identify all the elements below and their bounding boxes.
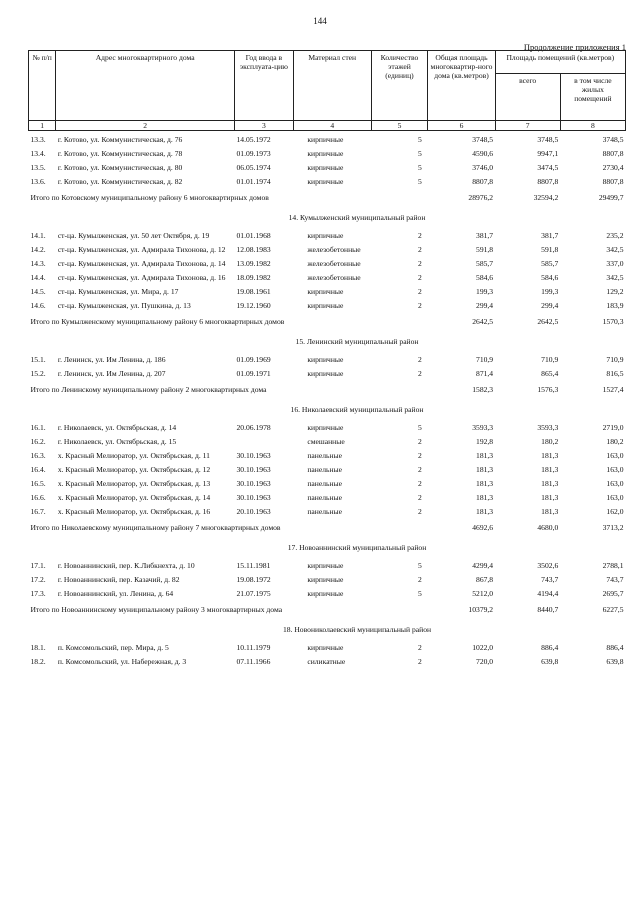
- row-total-area: 867,8: [476, 575, 494, 584]
- table-row: [29, 364, 626, 378]
- total-row: [29, 516, 626, 536]
- row-year: 12.08.1983: [236, 245, 271, 254]
- total-label: Итого по Ленинскому муниципальному району 2 многоквартирных дома: [30, 385, 267, 394]
- row-year: 01.01.1974: [236, 177, 271, 186]
- row-area-living: 342,5: [606, 245, 624, 254]
- row-area-living: 163,0: [606, 465, 624, 474]
- row-total-area: 591,8: [476, 245, 494, 254]
- row-address: г. Котово, ул. Коммунистическая, д. 80: [57, 163, 183, 172]
- row-total-area: 3593,3: [472, 423, 494, 432]
- total-row: [29, 378, 626, 398]
- total-area-all: 2642,5: [537, 317, 559, 326]
- section-title: 16. Николаевский муниципальный район: [290, 405, 424, 414]
- row-address: ст-ца. Кумылженская, ул. Адмирала Тихонова, д. 14: [57, 259, 226, 268]
- row-area-living: 342,5: [606, 273, 624, 282]
- row-total-area: 181,3: [476, 465, 494, 474]
- row-area-all: 180,2: [541, 437, 559, 446]
- table-row: [29, 254, 626, 268]
- row-total-area: 192,8: [476, 437, 494, 446]
- row-floors: 5: [418, 163, 422, 172]
- row-walls: кирпичные: [307, 231, 344, 240]
- row-total-area: 4590,6: [472, 149, 494, 158]
- row-floors: 2: [418, 245, 422, 254]
- row-area-living: 639,8: [606, 657, 624, 666]
- row-floors: 5: [418, 177, 422, 186]
- row-walls: железобетонные: [307, 245, 361, 254]
- table-row: [29, 282, 626, 296]
- row-year: 30.10.1963: [236, 493, 271, 502]
- row-num: 13.3.: [30, 135, 46, 144]
- section-title: 15. Ленинский муниципальный район: [295, 337, 419, 346]
- header-all: всего: [495, 74, 560, 121]
- header-total-area: Общая площадь многоквартир-ного дома (кв.метров): [428, 51, 495, 121]
- table-row: [29, 158, 626, 172]
- row-floors: 2: [418, 231, 422, 240]
- row-address: х. Красный Мелиоратор, ул. Октябрьская, д. 14: [57, 493, 211, 502]
- row-num: 15.1.: [30, 355, 46, 364]
- total-area: 4692,6: [472, 523, 494, 532]
- row-year: 18.09.1982: [236, 273, 271, 282]
- row-floors: 2: [418, 273, 422, 282]
- row-walls: кирпичные: [307, 301, 344, 310]
- row-year: 15.11.1981: [236, 561, 271, 570]
- row-walls: смешанные: [307, 437, 345, 446]
- header-num: № п/п: [29, 51, 56, 121]
- row-total-area: 5212,0: [472, 589, 494, 598]
- col-number: 1: [29, 121, 56, 131]
- row-num: 17.3.: [30, 589, 46, 598]
- row-address: х. Красный Мелиоратор, ул. Октябрьская, д. 12: [57, 465, 211, 474]
- row-num: 14.5.: [30, 287, 46, 296]
- total-area: 28976,2: [468, 193, 494, 202]
- row-area-all: 3593,3: [537, 423, 559, 432]
- table-row: [29, 652, 626, 666]
- row-year: 19.12.1960: [236, 301, 271, 310]
- row-walls: силикатные: [307, 657, 346, 666]
- row-area-living: 163,0: [606, 479, 624, 488]
- row-total-area: 3748,5: [472, 135, 494, 144]
- row-floors: 5: [418, 149, 422, 158]
- row-num: 17.2.: [30, 575, 46, 584]
- row-num: 18.1.: [30, 643, 46, 652]
- row-year: 07.11.1966: [236, 657, 271, 666]
- row-area-all: 299,4: [541, 301, 559, 310]
- row-area-all: 181,3: [541, 451, 559, 460]
- row-year: [234, 432, 293, 446]
- row-address: г. Ленинск, ул. Им Ленина, д. 207: [57, 369, 166, 378]
- row-area-all: 3502,6: [537, 561, 559, 570]
- table-row: [29, 446, 626, 460]
- row-area-all: 591,8: [541, 245, 559, 254]
- row-area-all: 865,4: [541, 369, 559, 378]
- row-floors: 2: [418, 287, 422, 296]
- row-walls: кирпичные: [307, 177, 344, 186]
- row-address: х. Красный Мелиоратор, ул. Октябрьская, д. 16: [57, 507, 211, 516]
- row-address: ст-ца. Кумылженская, ул. Мира, д. 17: [57, 287, 179, 296]
- row-total-area: 181,3: [476, 493, 494, 502]
- row-num: 14.4.: [30, 273, 46, 282]
- continuation-note: Продолжение приложения 1: [523, 42, 626, 52]
- table-row: [29, 144, 626, 158]
- row-num: 16.1.: [30, 423, 46, 432]
- total-label: Итого по Новоаннинскому муниципальному району 3 многоквартирных дома: [30, 605, 283, 614]
- row-walls: кирпичные: [307, 135, 344, 144]
- row-walls: панельные: [307, 493, 342, 502]
- row-address: г. Ленинск, ул. Им Ленина, д. 186: [57, 355, 166, 364]
- row-area-all: 181,3: [541, 507, 559, 516]
- row-area-all: 199,3: [541, 287, 559, 296]
- row-area-living: 163,0: [606, 493, 624, 502]
- row-area-living: 163,0: [606, 451, 624, 460]
- table-row: [29, 460, 626, 474]
- row-walls: панельные: [307, 451, 342, 460]
- section-heading-row: [29, 618, 626, 638]
- row-total-area: 299,4: [476, 301, 494, 310]
- row-num: 15.2.: [30, 369, 46, 378]
- row-total-area: 8807,8: [472, 177, 494, 186]
- table-row: [29, 172, 626, 186]
- row-floors: 5: [418, 561, 422, 570]
- page-number: 144: [313, 16, 327, 26]
- row-area-all: 743,7: [541, 575, 559, 584]
- row-total-area: 199,3: [476, 287, 494, 296]
- row-year: 01.09.1969: [236, 355, 271, 364]
- section-heading-row: [29, 536, 626, 556]
- table-row: [29, 350, 626, 364]
- table-row: [29, 570, 626, 584]
- row-year: 14.05.1972: [236, 135, 271, 144]
- row-walls: кирпичные: [307, 589, 344, 598]
- total-label: Итого по Котовскому муниципальному району 6 многоквартирных домов: [30, 193, 269, 202]
- row-area-all: 181,3: [541, 493, 559, 502]
- row-num: 14.3.: [30, 259, 46, 268]
- row-address: ст-ца. Кумылженская, ул. Пушкина, д. 13: [57, 301, 191, 310]
- table-row: [29, 226, 626, 240]
- row-address: г. Котово, ул. Коммунистическая, д. 82: [57, 177, 183, 186]
- row-address: п. Комсомольский, пер. Мира, д. 5: [57, 643, 169, 652]
- header-walls: Материал стен: [293, 51, 371, 121]
- row-floors: 2: [418, 575, 422, 584]
- total-label: Итого по Кумылженскому муниципальному району 6 многоквартирных домов: [30, 317, 285, 326]
- header-year: Год ввода в эксплуата-цию: [234, 51, 293, 121]
- total-label: Итого по Николаевскому муниципальному району 7 многоквартирных домов: [30, 523, 281, 532]
- row-floors: 2: [418, 301, 422, 310]
- row-num: 16.2.: [30, 437, 46, 446]
- row-year: 01.09.1971: [236, 369, 271, 378]
- row-address: ст-ца. Кумылженская, ул. 50 лет Октября, д. 19: [57, 231, 210, 240]
- row-area-all: 3748,5: [537, 135, 559, 144]
- header-address: Адрес многоквартирного дома: [56, 51, 235, 121]
- row-total-area: 710,9: [476, 355, 494, 364]
- row-walls: панельные: [307, 465, 342, 474]
- row-year: 19.08.1961: [236, 287, 271, 296]
- col-number: 2: [56, 121, 235, 131]
- row-num: 16.4.: [30, 465, 46, 474]
- section-title: 17. Новоаннинский муниципальный район: [287, 543, 427, 552]
- row-walls: кирпичные: [307, 643, 344, 652]
- row-year: 06.05.1974: [236, 163, 271, 172]
- row-address: п. Комсомольский, ул. Набережная, д. 3: [57, 657, 187, 666]
- row-total-area: 181,3: [476, 451, 494, 460]
- housing-table: [28, 50, 626, 666]
- row-year: 30.10.1963: [236, 465, 271, 474]
- row-area-living: 2730,4: [602, 163, 624, 172]
- row-floors: 5: [418, 589, 422, 598]
- total-area-living: 6227,5: [602, 605, 624, 614]
- row-total-area: 4299,4: [472, 561, 494, 570]
- row-address: г. Новоаннинский, пер. Казачий, д. 82: [57, 575, 180, 584]
- row-area-living: 2719,0: [602, 423, 624, 432]
- row-address: г. Николаевск, ул. Октябрьская, д. 14: [57, 423, 177, 432]
- row-area-all: 9947,1: [537, 149, 559, 158]
- row-num: 17.1.: [30, 561, 46, 570]
- row-address: х. Красный Мелиоратор, ул. Октябрьская, д. 11: [57, 451, 210, 460]
- row-num: 16.7.: [30, 507, 46, 516]
- row-year: 19.08.1972: [236, 575, 271, 584]
- row-address: г. Николаевск, ул. Октябрьская, д. 15: [57, 437, 177, 446]
- row-num: 13.6.: [30, 177, 46, 186]
- row-area-living: 337,0: [606, 259, 624, 268]
- row-num: 14.1.: [30, 231, 46, 240]
- row-walls: панельные: [307, 507, 342, 516]
- col-number: 8: [560, 121, 625, 131]
- row-num: 13.4.: [30, 149, 46, 158]
- section-heading-row: [29, 330, 626, 350]
- table-body: [29, 131, 626, 667]
- row-walls: кирпичные: [307, 355, 344, 364]
- table-row: [29, 268, 626, 282]
- row-area-all: 381,7: [541, 231, 559, 240]
- row-floors: 2: [418, 451, 422, 460]
- row-walls: кирпичные: [307, 287, 344, 296]
- row-floors: 2: [418, 479, 422, 488]
- row-area-living: 180,2: [606, 437, 624, 446]
- row-total-area: 585,7: [476, 259, 494, 268]
- row-walls: кирпичные: [307, 423, 344, 432]
- row-area-living: 8807,8: [602, 149, 624, 158]
- row-area-living: 162,0: [606, 507, 624, 516]
- row-num: 14.6.: [30, 301, 46, 310]
- total-area-living: 1570,3: [602, 317, 624, 326]
- row-floors: 5: [418, 423, 422, 432]
- row-num: 13.5.: [30, 163, 46, 172]
- row-area-all: 3474,5: [537, 163, 559, 172]
- total-row: [29, 186, 626, 206]
- row-area-all: 585,7: [541, 259, 559, 268]
- row-address: ст-ца. Кумылженская, ул. Адмирала Тихонова, д. 12: [57, 245, 226, 254]
- row-total-area: 181,3: [476, 507, 494, 516]
- row-address: х. Красный Мелиоратор, ул. Октябрьская, д. 13: [57, 479, 211, 488]
- row-num: 14.2.: [30, 245, 46, 254]
- total-area-all: 1576,3: [537, 385, 559, 394]
- table-row: [29, 474, 626, 488]
- col-number: 3: [234, 121, 293, 131]
- row-num: 16.6.: [30, 493, 46, 502]
- header-premises-area: Площадь помещений (кв.метров): [495, 51, 625, 74]
- total-row: [29, 310, 626, 330]
- row-area-living: 2788,1: [602, 561, 624, 570]
- row-walls: кирпичные: [307, 369, 344, 378]
- row-address: г. Новоаннинский, пер. К.Либкнехта, д. 10: [57, 561, 195, 570]
- row-area-living: 710,9: [606, 355, 624, 364]
- row-total-area: 871,4: [476, 369, 494, 378]
- row-walls: кирпичные: [307, 561, 344, 570]
- total-area-living: 29499,7: [598, 193, 624, 202]
- table-row: [29, 502, 626, 516]
- row-walls: кирпичные: [307, 163, 344, 172]
- row-year: 13.09.1982: [236, 259, 271, 268]
- row-area-all: 181,3: [541, 479, 559, 488]
- row-year: 01.01.1968: [236, 231, 271, 240]
- row-floors: 2: [418, 643, 422, 652]
- total-area: 1582,3: [472, 385, 494, 394]
- row-year: 30.10.1963: [236, 479, 271, 488]
- table-row: [29, 488, 626, 502]
- section-heading-row: [29, 206, 626, 226]
- table-row: [29, 296, 626, 310]
- row-year: 20.06.1978: [236, 423, 271, 432]
- table-row: [29, 240, 626, 254]
- total-area-living: 3713,2: [602, 523, 624, 532]
- total-area: 10379,2: [468, 605, 494, 614]
- row-area-all: 4194,4: [537, 589, 559, 598]
- header-living: в том числе жилых помещений: [560, 74, 625, 121]
- row-walls: кирпичные: [307, 149, 344, 158]
- total-area-all: 8440,7: [537, 605, 559, 614]
- row-floors: 5: [418, 135, 422, 144]
- table-row: [29, 556, 626, 570]
- col-number: 4: [293, 121, 371, 131]
- row-total-area: 720,0: [476, 657, 494, 666]
- table-row: [29, 418, 626, 432]
- section-title: 14. Кумылженский муниципальный район: [288, 213, 426, 222]
- row-floors: 2: [418, 657, 422, 666]
- row-address: г. Котово, ул. Коммунистическая, д. 76: [57, 135, 183, 144]
- table-row: [29, 584, 626, 598]
- col-number: 7: [495, 121, 560, 131]
- row-area-living: 743,7: [606, 575, 624, 584]
- row-num: 16.5.: [30, 479, 46, 488]
- row-floors: 2: [418, 259, 422, 268]
- row-address: г. Новоаннинский, ул. Ленина, д. 64: [57, 589, 174, 598]
- row-area-all: 584,6: [541, 273, 559, 282]
- row-area-living: 816,5: [606, 369, 624, 378]
- row-address: ст-ца. Кумылженская, ул. Адмирала Тихонова, д. 16: [57, 273, 226, 282]
- row-area-living: 183,9: [606, 301, 624, 310]
- row-total-area: 181,3: [476, 479, 494, 488]
- total-row: [29, 598, 626, 618]
- row-floors: 2: [418, 437, 422, 446]
- row-year: 30.10.1963: [236, 451, 271, 460]
- row-walls: кирпичные: [307, 575, 344, 584]
- row-area-living: 2695,7: [602, 589, 624, 598]
- row-num: 18.2.: [30, 657, 46, 666]
- row-total-area: 381,7: [476, 231, 494, 240]
- col-number: 6: [428, 121, 495, 131]
- section-title: 18. Новониколаевский муниципальный район: [282, 625, 432, 634]
- row-walls: железобетонные: [307, 259, 361, 268]
- row-walls: железобетонные: [307, 273, 361, 282]
- row-year: 20.10.1963: [236, 507, 271, 516]
- row-floors: 2: [418, 493, 422, 502]
- row-area-living: 8807,8: [602, 177, 624, 186]
- row-area-living: 886,4: [606, 643, 624, 652]
- row-area-all: 886,4: [541, 643, 559, 652]
- table-row: [29, 131, 626, 145]
- row-year: 01.09.1973: [236, 149, 271, 158]
- row-year: 10.11.1979: [236, 643, 271, 652]
- row-total-area: 584,6: [476, 273, 494, 282]
- total-area-living: 1527,4: [602, 385, 624, 394]
- row-floors: 2: [418, 369, 422, 378]
- row-address: г. Котово, ул. Коммунистическая, д. 78: [57, 149, 183, 158]
- row-num: 16.3.: [30, 451, 46, 460]
- row-total-area: 3746,0: [472, 163, 494, 172]
- total-area-all: 32594,2: [533, 193, 559, 202]
- header-floors: Количество этажей (единиц): [371, 51, 428, 121]
- row-area-all: 710,9: [541, 355, 559, 364]
- row-walls: панельные: [307, 479, 342, 488]
- row-area-all: 639,8: [541, 657, 559, 666]
- row-year: 21.07.1975: [236, 589, 271, 598]
- row-area-all: 8807,8: [537, 177, 559, 186]
- row-area-living: 235,2: [606, 231, 624, 240]
- table-row: [29, 638, 626, 652]
- section-heading-row: [29, 398, 626, 418]
- table-row: [29, 432, 626, 446]
- col-number: 5: [371, 121, 428, 131]
- row-floors: 2: [418, 507, 422, 516]
- total-area-all: 4680,0: [537, 523, 559, 532]
- row-area-living: 129,2: [606, 287, 624, 296]
- row-total-area: 1022,0: [472, 643, 494, 652]
- row-floors: 2: [418, 355, 422, 364]
- row-area-living: 3748,5: [602, 135, 624, 144]
- total-area: 2642,5: [472, 317, 494, 326]
- row-area-all: 181,3: [541, 465, 559, 474]
- row-floors: 2: [418, 465, 422, 474]
